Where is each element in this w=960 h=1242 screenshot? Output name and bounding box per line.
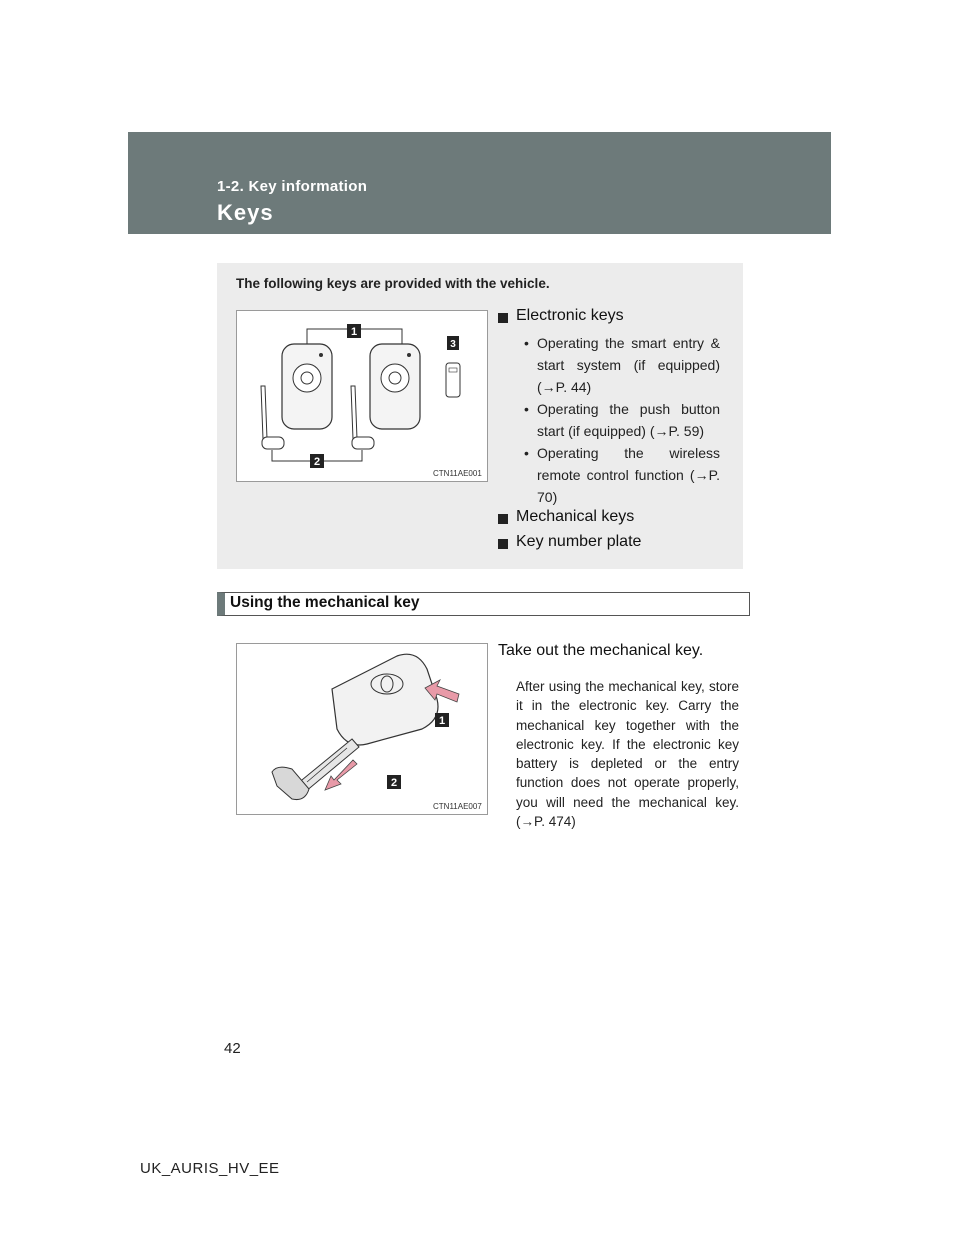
callout-marker-1 bbox=[498, 313, 508, 323]
document-code: UK_AURIS_HV_EE bbox=[140, 1160, 280, 1177]
item-label: Key number plate bbox=[516, 533, 642, 550]
callout-marker-3 bbox=[498, 539, 508, 549]
figure-code-1: CTN11AE001 bbox=[433, 469, 482, 478]
bullet-item: • Operating the wireless remote control function (→P. 70) bbox=[524, 445, 720, 505]
callout-2-fig2-label: 2 bbox=[390, 777, 398, 789]
callout-1-fig2-label: 1 bbox=[438, 715, 446, 727]
figure-code-2: CTN11AE007 bbox=[433, 802, 482, 811]
bullet-list bbox=[524, 332, 720, 508]
callout-3-fig1-label: 3 bbox=[450, 339, 456, 350]
mechanical-key-figure bbox=[236, 643, 488, 815]
page-title: Keys bbox=[217, 200, 274, 225]
intro-text: The following keys are provided with the vehicle. bbox=[236, 276, 550, 291]
item-label: Electronic keys bbox=[516, 307, 624, 324]
keys-figure bbox=[236, 310, 488, 482]
callout-1-fig1-label: 1 bbox=[350, 326, 358, 338]
note-paragraph: After using the mechanical key, store it in the electronic key. Carry the mechanical key together with the electronic key. If the electronic key battery is depleted or the entry function does not operate properly, you will need the mechanical key. (→P. 474) bbox=[516, 679, 739, 830]
keys-illustration bbox=[237, 311, 487, 481]
bullet-item: • Operating the push button start (if equipped) (→P. 59) bbox=[524, 401, 720, 439]
subsection-title: Using the mechanical key bbox=[230, 594, 420, 611]
callout-marker-2 bbox=[498, 514, 508, 524]
page-number: 42 bbox=[224, 1040, 241, 1057]
step-text: Take out the mechanical key. bbox=[498, 642, 704, 659]
bullet-item: • Operating the smart entry & start system (if equipped) (→P. 44) bbox=[524, 335, 720, 395]
callout-2-fig1-label: 2 bbox=[313, 456, 321, 468]
section-label: 1-2. Key information bbox=[217, 178, 368, 195]
mechanical-key-illustration bbox=[237, 644, 487, 814]
item-label: Mechanical keys bbox=[516, 508, 635, 525]
